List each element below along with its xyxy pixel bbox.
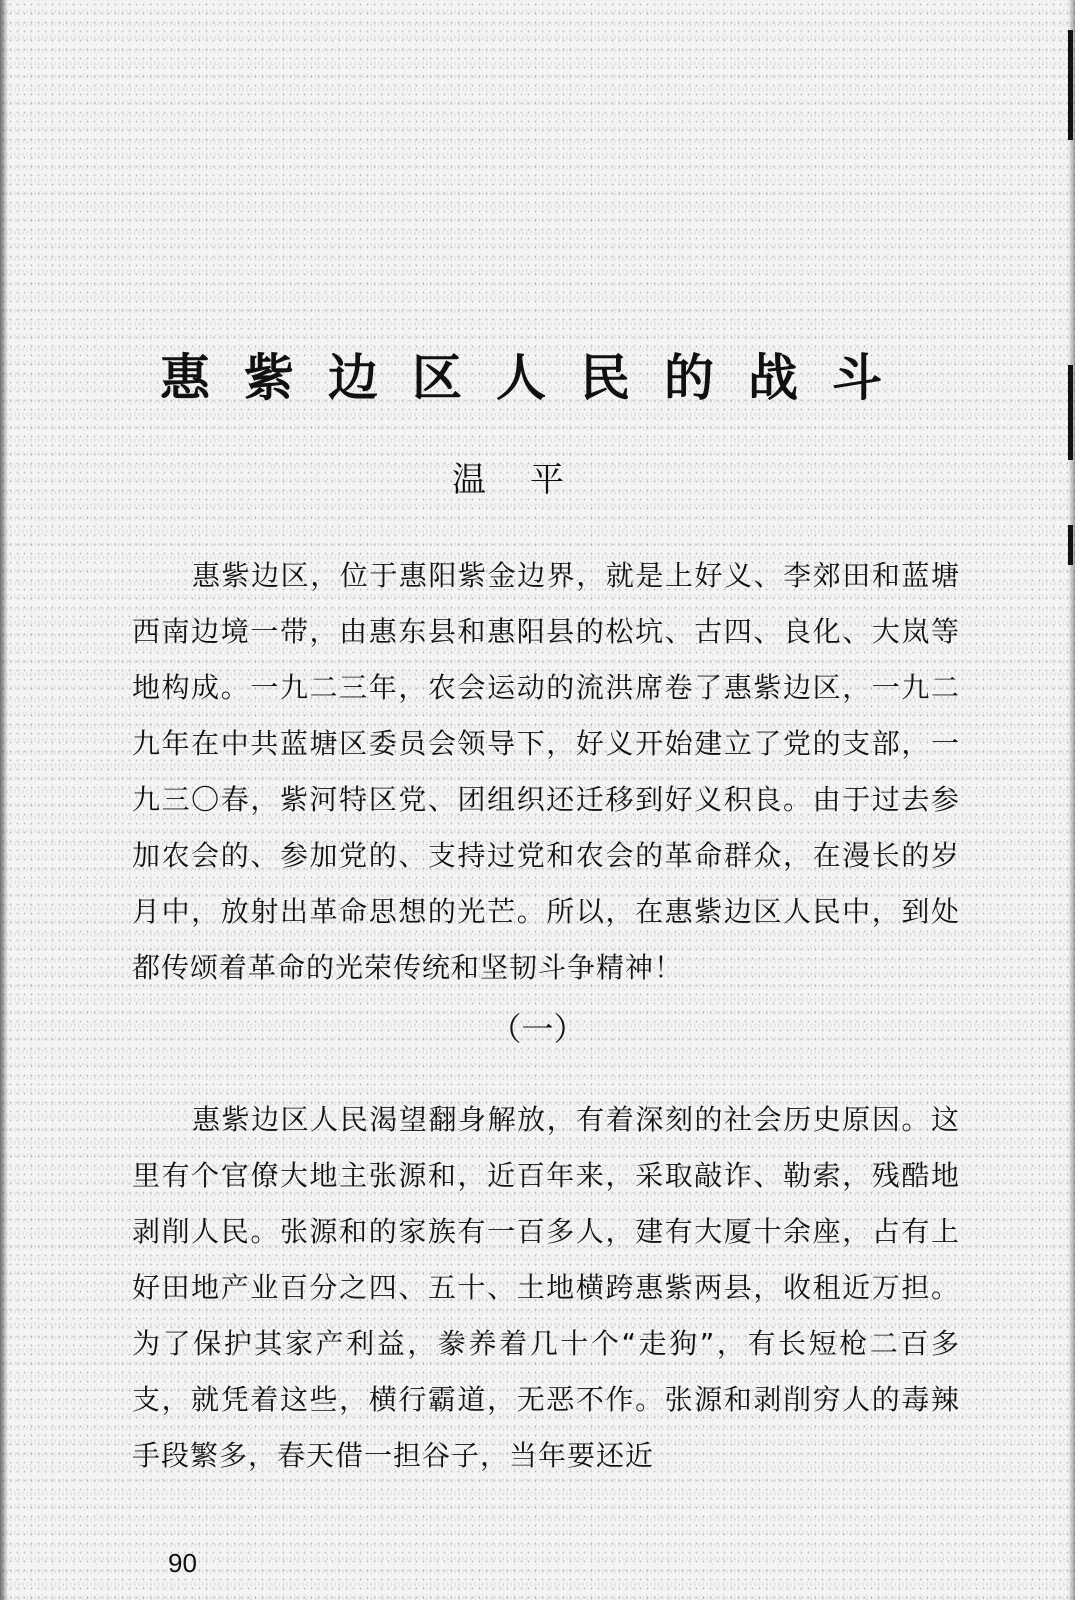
body-paragraph-intro: 惠紫边区，位于惠阳紫金边界，就是上好义、李郊田和蓝塘西南边境一带，由惠东县和惠阳县的松坑、古四、良化、大岚等地构成。一九二三年，农会运动的流洪席卷了惠紫边区，一九二九年在中共蓝塘区委员会领导下，好义开始建立了党的支部，一九三〇春，紫河特区党、团组织还迁移到好义积良。由于过去参加农会的、参加党的、支持过党和农会的革命群众，在漫长的岁月中，放射出革命思想的光芒。所以，在惠紫边区人民中，到处都传颂着革命的光荣传统和坚韧斗争精神！ [132, 559, 960, 984]
scan-edge-mark [1068, 525, 1073, 565]
section-heading: （一） [489, 1010, 586, 1048]
scan-edge-mark [1068, 365, 1073, 460]
body-paragraph: 惠紫边区人民渴望翻身解放，有着深刻的社会历史原因。这里有个官僚大地主张源和，近百年来，采取敲诈、勒索，残酷地剥削人民。张源和的家族有一百多人，建有大厦十余座，占有上好田地产业百分之四、五十、土地横跨惠紫两县，收租近万担。为了保护其家产利益，豢养着几十个“走狗”，有长短枪二百多支，就凭着这些，横行霸道，无恶不作。张源和剥削穷人的毒辣手段繁多，春天借一担谷子，当年要还近 [132, 1103, 960, 1472]
article-title: 惠紫边区人民的战斗 [160, 349, 916, 407]
scan-right-edge-shadow [1068, 0, 1075, 1600]
page-number: 90 [168, 1548, 197, 1578]
article-author: 温平 [452, 460, 608, 500]
scan-edge-mark [1068, 30, 1073, 140]
scan-left-edge-shadow [0, 0, 8, 1600]
